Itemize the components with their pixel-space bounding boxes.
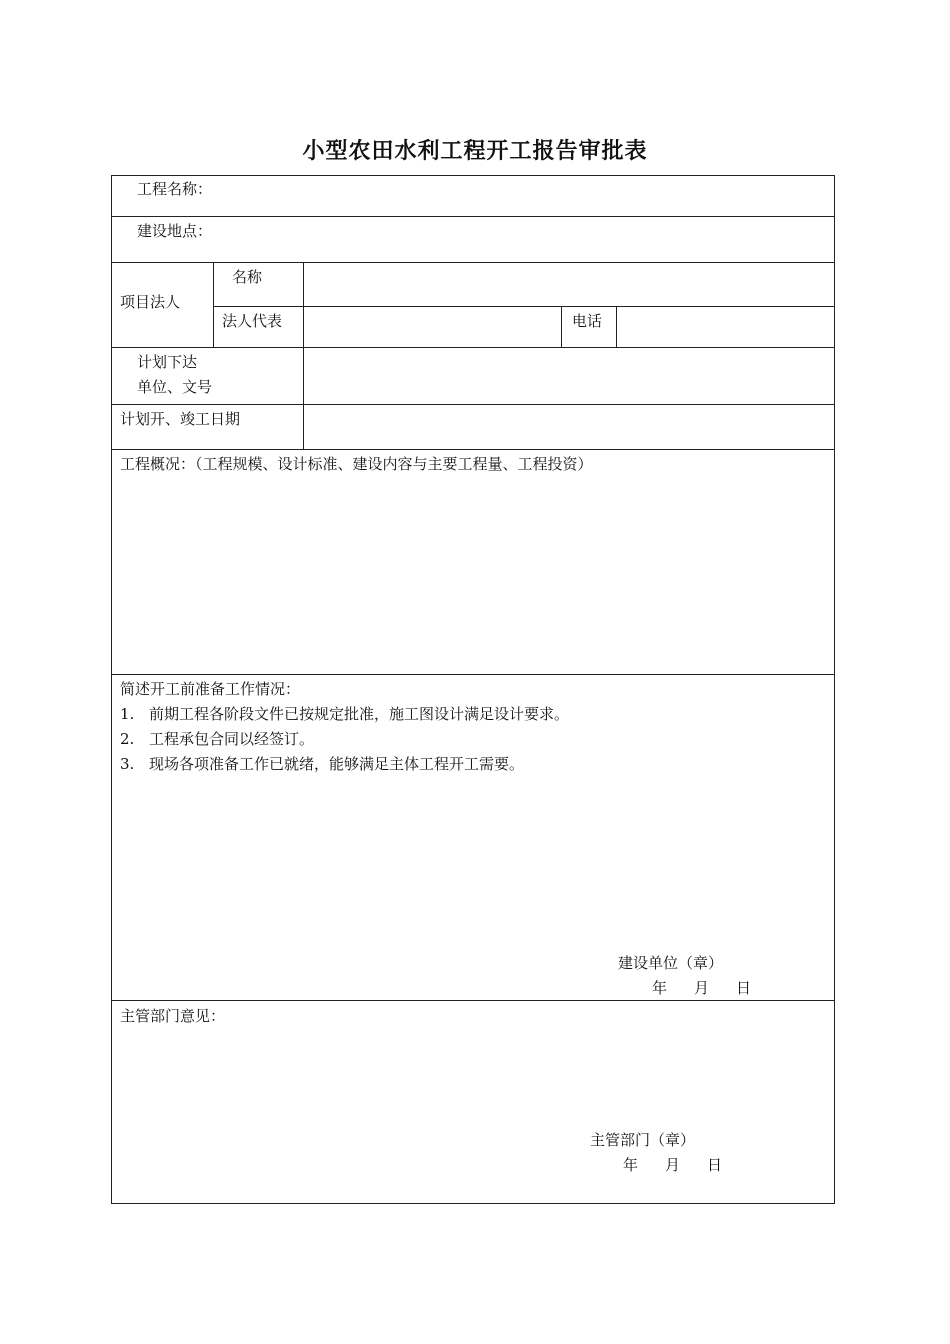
prep-item-text: 前期工程各阶段文件已按规定批准，施工图设计满足设计要求。 [149,705,570,723]
prep-item-text: 现场各项准备工作已就绪，能够满足主体工程开工需要。 [149,755,525,773]
prep-heading: 简述开工前准备工作情况： [120,680,301,698]
entity-name-label: 名称 [232,268,263,286]
project-name-label: 工程名称： [137,180,213,198]
table-border-bottom [111,1203,835,1204]
row-divider [111,1000,835,1001]
opinion-heading: 主管部门意见： [120,1007,226,1025]
row-divider [213,306,835,307]
column-divider [561,306,562,348]
location-label: 建设地点： [137,222,213,240]
row-divider [111,674,835,675]
column-divider [303,262,304,450]
date-year-label: 年 [652,979,668,997]
date-year-label: 年 [623,1156,639,1174]
column-divider [213,262,214,348]
date-day-label: 日 [707,1156,723,1174]
phone-label: 电话 [572,312,603,330]
prep-item-number: 2. [120,730,135,748]
legal-representative-label: 法人代表 [222,312,283,330]
row-divider [111,404,835,405]
table-border-right [834,175,835,1204]
prep-item-text: 工程承包合同以经签订。 [149,730,315,748]
date-month-label: 月 [665,1156,681,1174]
plan-dates-label: 计划开、竣工日期 [120,410,241,428]
prep-item-number: 1. [120,705,135,723]
date-month-label: 月 [694,979,710,997]
plan-unit-label-line2: 单位、文号 [137,378,213,396]
overview-label: 工程概况：（工程规模、设计标准、建设内容与主要工程量、工程投资） [120,455,593,473]
prep-item-number: 3. [120,755,135,773]
column-divider [616,306,617,348]
date-day-label: 日 [736,979,752,997]
legal-entity-label: 项目法人 [120,293,181,311]
table-border-top [111,175,835,176]
row-divider [111,216,835,217]
department-seal-label: 主管部门（章） [590,1131,696,1149]
form-title: 小型农田水利工程开工报告审批表 [302,138,648,164]
plan-unit-label-line1: 计划下达 [137,353,198,371]
row-divider [111,262,835,263]
construction-unit-seal-label: 建设单位（章） [618,954,724,972]
row-divider [111,449,835,450]
table-border-left [111,175,112,1204]
row-divider [111,347,835,348]
